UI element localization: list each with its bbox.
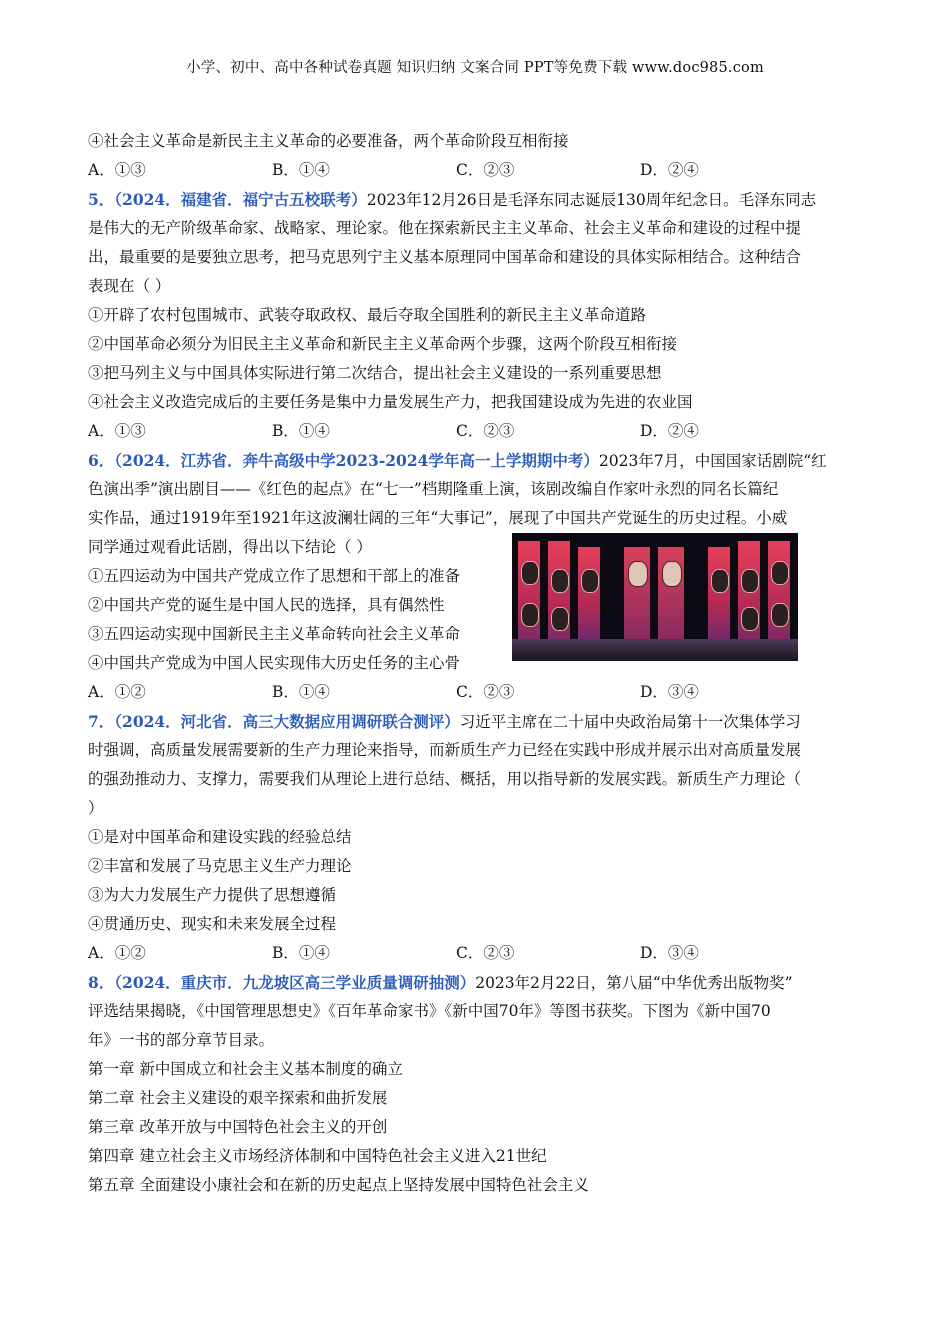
q5-option-a: A．①③: [88, 422, 146, 440]
document-body: [88, 127, 864, 1200]
q5-stem-line-2: 是伟大的无产阶级革命家、战略家、理论家。他在探索新民主主义革命、社会主义革命和建设的过程中提: [88, 219, 802, 237]
q7-stem-line-4: ）: [88, 799, 104, 817]
q6-body-with-image: [88, 533, 864, 678]
q6-options: [88, 678, 864, 707]
q5-item-1: ①开辟了农村包围城市、武装夺取政权、最后夺取全国胜利的新民主主义革命道路: [88, 306, 647, 324]
q5-stem-text-1: 2023年12月26日是毛泽东同志诞辰130周年纪念日。毛泽东同志: [366, 191, 817, 209]
q7-stem-line-2: 时强调，高质量发展需要新的生产力理论来指导，而新质生产力已经在实践中形成并展示出对高质量发展: [88, 741, 802, 759]
q7-item-1: ①是对中国革命和建设实践的经验总结: [88, 828, 352, 846]
q7-option-c: C．②③: [456, 944, 515, 962]
q7-option-b: B．①④: [272, 944, 330, 962]
q5-options: [88, 417, 864, 446]
q7-item-3: ③为大力发展生产力提供了思想遵循: [88, 886, 337, 904]
q4-option-d: D．②④: [640, 161, 699, 179]
stage-portrait-panel: [658, 547, 684, 639]
q6-stem-line-3: 实作品，通过1919年至1921年这波澜壮阔的三年“大事记”，展现了中国共产党诞生的历史过程。小威: [88, 509, 788, 527]
q8-chapter-1: 第一章 新中国成立和社会主义基本制度的确立: [88, 1060, 403, 1078]
q8-chapter-5: 第五章 全面建设小康社会和在新的历史起点上坚持发展中国特色社会主义: [88, 1176, 589, 1194]
q5-stem-line-4: 表现在（ ）: [88, 277, 171, 295]
stage-floor: [512, 639, 798, 661]
q7-item-4: ④贯通历史、现实和未来发展全过程: [88, 915, 337, 933]
q5-item-3: ③把马列主义与中国具体实际进行第二次结合，提出社会主义建设的一系列重要思想: [88, 364, 662, 382]
q8-chapter-2: 第二章 社会主义建设的艰辛探索和曲折发展: [88, 1089, 388, 1107]
q5-source: （2024．福建省．福宁古五校联考）: [114, 190, 367, 209]
q4-item-4: ④社会主义革命是新民主主义革命的必要准备，两个革命阶段互相衔接: [88, 132, 569, 150]
q6-option-a: A．①②: [88, 683, 146, 701]
q6-item-3: ③五四运动实现中国新民主主义革命转向社会主义革命: [88, 625, 461, 643]
q4-option-a: A．①③: [88, 161, 146, 179]
q8-chapter-3: 第三章 改革开放与中国特色社会主义的开创: [88, 1118, 388, 1136]
q5-option-b: B．①④: [272, 422, 330, 440]
q7-item-2: ②丰富和发展了马克思主义生产力理论: [88, 857, 352, 875]
stage-portrait-panel: [708, 547, 730, 643]
stage-portrait-panel: [768, 541, 790, 651]
q4-option-c: C．②③: [456, 161, 515, 179]
stage-portrait-panel: [624, 547, 650, 639]
stage-portrait-panel: [578, 547, 600, 643]
q4-options: [88, 156, 864, 185]
q8-number: 8．: [88, 973, 115, 992]
q7-option-a: A．①②: [88, 944, 146, 962]
q7-options: [88, 939, 864, 968]
q5-stem-line-1: [88, 185, 864, 214]
q6-stem-line-4: 同学通过观看此话剧，得出以下结论（ ）: [88, 538, 372, 556]
q6-stem-line-1: [88, 446, 864, 475]
q6-stem-line-2: 色演出季”演出剧目——《红色的起点》在“七一”档期隆重上演，该剧改编自作家叶永烈的同名长篇纪: [88, 480, 779, 498]
q6-option-b: B．①④: [272, 683, 330, 701]
q6-option-c: C．②③: [456, 683, 515, 701]
q5-item-4: ④社会主义改造完成后的主要任务是集中力量发展生产力，把我国建设成为先进的农业国: [88, 393, 693, 411]
stage-portrait-panel: [518, 541, 540, 651]
stage-photo: [512, 533, 798, 661]
q6-item-4: ④中国共产党成为中国人民实现伟大历史任务的主心骨: [88, 654, 461, 672]
q7-number: 7．: [88, 712, 115, 731]
q7-option-d: D．③④: [640, 944, 699, 962]
q8-chapter-4: 第四章 建立社会主义市场经济体制和中国特色社会主义进入21世纪: [88, 1147, 547, 1165]
stage-portrait-panel: [738, 541, 760, 651]
q8-stem-line-2: 评选结果揭晓，《中国管理思想史》《百年革命家书》《新中国70年》等图书获奖。下图为《新中国70: [88, 1002, 771, 1020]
q5-item-2: ②中国革命必须分为旧民主主义革命和新民主主义革命两个步骤，这两个阶段互相衔接: [88, 335, 678, 353]
q5-option-c: C．②③: [456, 422, 515, 440]
q6-item-2: ②中国共产党的诞生是中国人民的选择，具有偶然性: [88, 596, 445, 614]
q5-option-d: D．②④: [640, 422, 699, 440]
page-header: 小学、初中、高中各种试卷真题 知识归纳 文案合同 PPT等免费下载 www.doc985.com: [186, 60, 764, 76]
stage-portrait-panel: [548, 541, 570, 651]
q4-option-b: B．①④: [272, 161, 330, 179]
q8-source: （2024．重庆市．九龙坡区高三学业质量调研抽测）: [114, 973, 476, 992]
q6-source: （2024．江苏省．奔牛高级中学2023-2024学年高一上学期期中考）: [114, 451, 599, 470]
q6-item-1: ①五四运动为中国共产党成立作了思想和干部上的准备: [88, 567, 461, 585]
q8-stem-line-3: 年》一书的部分章节目录。: [88, 1031, 275, 1049]
q6-number: 6．: [88, 451, 115, 470]
q7-stem-line-3: 的强劲推动力、支撑力，需要我们从理论上进行总结、概括，用以指导新的发展实践。新质生产力理论（: [88, 770, 802, 788]
q8-stem-text-1: 2023年2月22日，第八届“中华优秀出版物奖”: [475, 974, 793, 992]
q7-stem-text-1: 习近平主席在二十届中央政治局第十一次集体学习: [459, 713, 801, 731]
q5-number: 5．: [88, 190, 115, 209]
q6-option-d: D．③④: [640, 683, 699, 701]
q8-stem-line-1: [88, 968, 864, 997]
q7-source: （2024．河北省．高三大数据应用调研联合测评）: [114, 712, 460, 731]
q7-stem-line-1: [88, 707, 864, 736]
q6-stem-text-1: 2023年7月，中国国家话剧院“红: [598, 452, 827, 470]
q5-stem-line-3: 出，最重要的是要独立思考，把马克思列宁主义基本原理同中国革命和建设的具体实际相结合。这种结合: [88, 248, 802, 266]
